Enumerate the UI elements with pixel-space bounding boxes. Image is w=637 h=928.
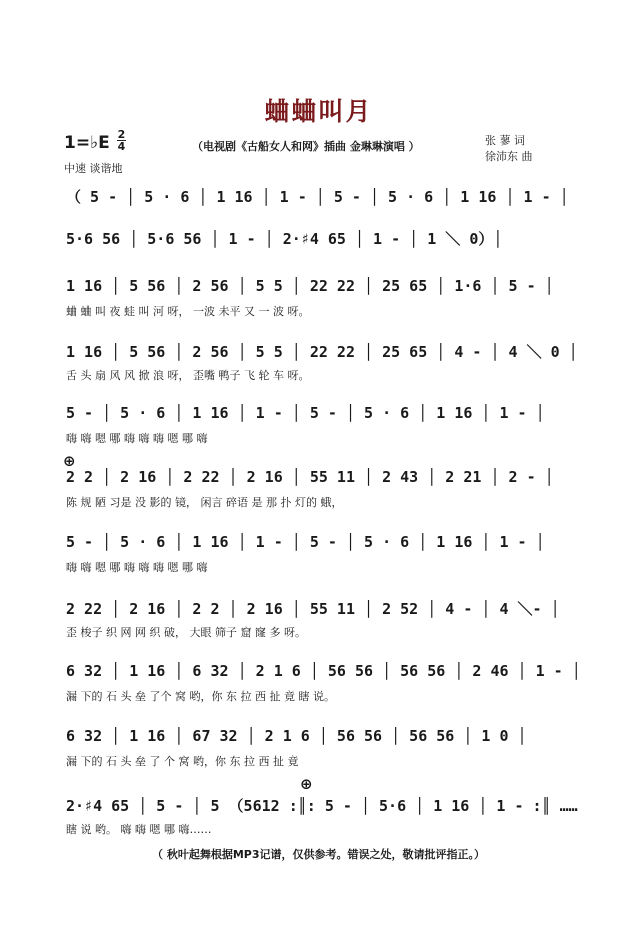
notation-text: 2·♯4 65 │ 5 - │ 5 （5612 :║: 5 - │ 5·6 │ 1 16 │ 1 - :║ …… (66, 797, 578, 815)
key-signature: 1=♭E (64, 133, 110, 153)
time-signature-bottom: 4 (117, 140, 126, 153)
notation-text: （ 5 - │ 5 · 6 │ 1 16 │ 1 - │ 5 - │ 5 · 6 │ 1 16 │ 1 - │ (66, 188, 569, 206)
lyric-text: 歪 梭子 织 网 网 织 破， 大眼 筛子 窟 窿 多 呀。 (66, 626, 306, 639)
lyric-row (0, 688, 637, 704)
lyric-text: 瞎 说 哟。 嗨 嗨 嗯 哪 嗨…… (66, 823, 212, 836)
time-signature-top: 2 (117, 128, 126, 141)
lyric-row (0, 367, 637, 383)
lyric-text: 漏 下的 石 头 垒 了个 窝 哟，你 东 拉 西 扯 竟 瞎 说。 (66, 690, 335, 703)
lyric-row (0, 494, 637, 510)
lyric-row (0, 821, 637, 837)
lyric-row (0, 624, 637, 640)
composer-credit: 徐沛东 曲 (485, 150, 533, 163)
tempo-marking: 中速 谈谐地 (64, 162, 123, 175)
notation-text: 2 22 │ 2 16 │ 2 2 │ 2 16 │ 55 11 │ 2 52 │ 4 - │ 4 ＼- │ (66, 600, 560, 618)
notation-text: 1 16 │ 5 56 │ 2 56 │ 5 5 │ 22 22 │ 25 65 │ 1·6 │ 5 - │ (66, 277, 554, 295)
lyric-text: 陈 规 陋 习是 没 影的 镜， 闲言 碎语 是 那 扑 灯的 蛾， (66, 496, 343, 509)
subtitle: （电视剧《古船女人和网》插曲 金琳琳演唱 ） (192, 140, 420, 153)
lyric-row (0, 559, 637, 575)
notation-text: 6 32 │ 1 16 │ 6 32 │ 2 1 6 │ 56 56 │ 56 56 │ 2 46 │ 1 - │ (66, 662, 581, 680)
notation-text: 5 - │ 5 · 6 │ 1 16 │ 1 - │ 5 - │ 5 · 6 │ 1 16 │ 1 - │ (66, 404, 545, 422)
notation-text: 2 2 │ 2 16 │ 2 22 │ 2 16 │ 55 11 │ 2 43 │ 2 21 │ 2 - │ (66, 468, 554, 486)
time-signature (117, 129, 126, 152)
lyricist-credit: 张 蓼 词 (485, 134, 525, 147)
coda-icon: ⊕ (300, 775, 313, 793)
song-title: 蛐蛐叫月 (264, 97, 373, 126)
footnote: （ 秋叶起舞根据MP3记谱，仅供参考。错误之处，敬请批评指正。） (152, 848, 485, 861)
coda-icon: ⊕ (63, 452, 76, 470)
lyric-text: 嗨 嗨 嗯 哪 嗨 嗨 嗨 嗯 哪 嗨 (66, 432, 208, 445)
notation-text: 5 - │ 5 · 6 │ 1 16 │ 1 - │ 5 - │ 5 · 6 │ 1 16 │ 1 - │ (66, 533, 545, 551)
lyric-row (0, 753, 637, 769)
lyric-row (0, 430, 637, 446)
lyric-row (0, 303, 637, 319)
lyric-text: 嗨 嗨 嗯 哪 嗨 嗨 嗨 嗯 哪 嗨 (66, 561, 208, 574)
lyric-text: 蛐 蛐 叫 夜 蛙 叫 河 呀， 一波 未平 又 一 波 呀。 (66, 305, 310, 318)
notation-text: 1 16 │ 5 56 │ 2 56 │ 5 5 │ 22 22 │ 25 65 │ 4 - │ 4 ＼ 0 │ (66, 343, 578, 361)
notation-text: 6 32 │ 1 16 │ 67 32 │ 2 1 6 │ 56 56 │ 56 56 │ 1 0 │ (66, 727, 527, 745)
notation-text: 5·6 56 │ 5·6 56 │ 1 - │ 2·♯4 65 │ 1 - │ 1 ＼ 0）│ (66, 230, 503, 248)
notation-row (0, 186, 637, 218)
lyric-text: 漏 下的 石 头 垒 了 个 窝 哟，你 东 拉 西 扯 竟 (66, 755, 299, 768)
lyric-text: 舌 头 扇 风 风 掀 浪 呀， 歪嘴 鸭子 飞 轮 车 呀。 (66, 369, 310, 382)
notation-row (0, 228, 637, 260)
